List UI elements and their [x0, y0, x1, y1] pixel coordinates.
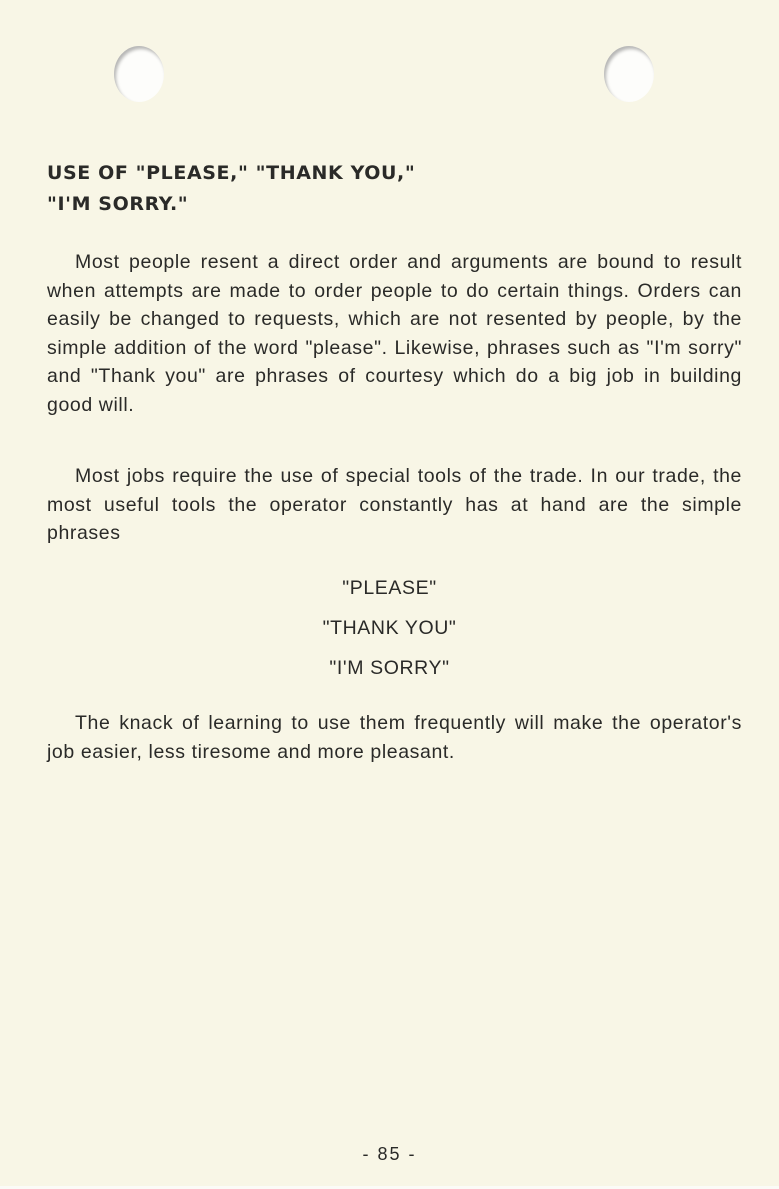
page-number: - 85 - [362, 1144, 417, 1164]
paragraph-2-text: Most jobs require the use of special tools of the trade. In our trade, the most useful tools the operator constantly has at hand are the simple phrases [47, 465, 742, 544]
heading-line-1: USE OF "PLEASE," "THANK YOU," [47, 162, 416, 184]
phrase-please: "PLEASE" [342, 577, 437, 599]
paragraph-1-text: Most people resent a direct order and arguments are bound to result when attempts are made to order people to do certain things. Orders can easily be changed to requests, which are not resented by people, by the simple addition of the word "please". Likewise, phrases such as "I'm sorry" and "Thank you" are phrases of courtesy which do a big job in building good will. [47, 251, 742, 416]
paragraph-3-text: The knack of learning to use them frequently will make the operator's job easier, less tiresome and more pleasant. [47, 712, 742, 763]
paragraph-3 [47, 709, 742, 766]
phrase-thank-you: "THANK YOU" [322, 617, 457, 639]
phrase-list [0, 574, 779, 694]
binder-hole-left [114, 46, 164, 102]
heading-line-2: "I'M SORRY." [47, 193, 189, 215]
phrase-im-sorry: "I'M SORRY" [329, 657, 450, 679]
paragraph-2 [47, 462, 742, 548]
paragraph-1 [47, 248, 742, 419]
section-heading [47, 158, 607, 220]
binder-hole-right [604, 46, 654, 102]
